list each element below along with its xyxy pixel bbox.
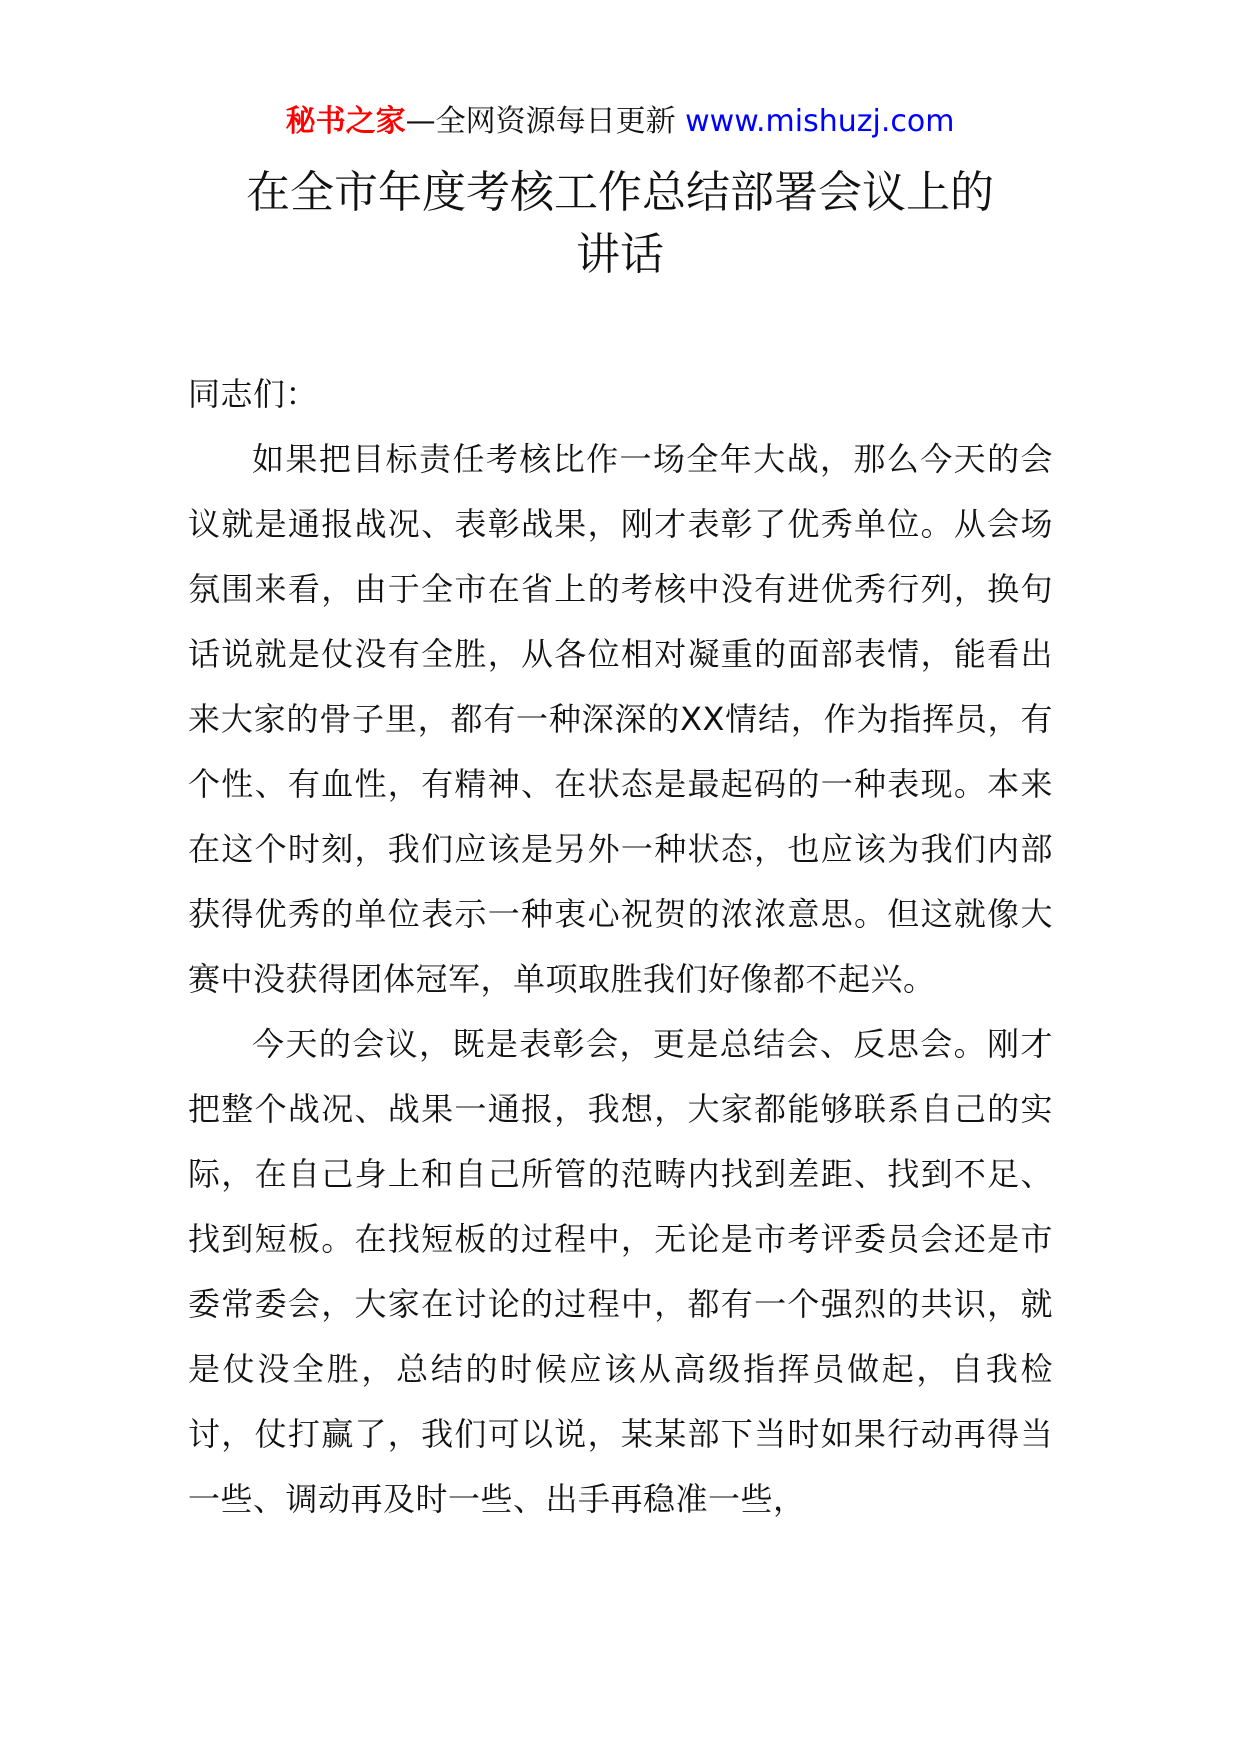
site-url-link[interactable]: www.mishuzj.com <box>685 104 955 139</box>
document-title-line-2: 讲话 <box>576 229 664 280</box>
site-brand: 秘书之家 <box>285 104 406 139</box>
salutation: 同志们： <box>188 375 319 413</box>
site-header <box>0 102 1240 142</box>
document-body <box>188 362 1053 1532</box>
body-paragraph-1: 如果把目标责任考核比作一场全年大战，那么今天的会议就是通报战况、表彰战果，刚才表彰了优秀单位。从会场氛围来看，由于全市在省上的考核中没有进优秀行列，换句话说就是仗没有全胜，从各位相对凝重的面部表情，能看出来大家的骨子里，都有一种深深的XX情结，作为指挥员，有个性、有血性，有精神、在状态是最起码的一种表现。本来在这个时刻，我们应该是另外一种状态，也应该为我们内部获得优秀的单位表示一种衷心祝贺的浓浓意思。但这就像大赛中没获得团体冠军，单项取胜我们好像都不起兴。 <box>188 440 1053 998</box>
site-tagline: —全网资源每日更新 <box>405 104 686 139</box>
document-title-line-1: 在全市年度考核工作总结部署会议上的 <box>246 167 994 218</box>
document-title <box>0 162 1240 286</box>
body-paragraph-2: 今天的会议，既是表彰会，更是总结会、反思会。刚才把整个战况、战果一通报，我想，大家都能够联系自己的实际，在自己身上和自己所管的范畴内找到差距、找到不足、找到短板。在找短板的过程中，无论是市考评委员会还是市委常委会，大家在讨论的过程中，都有一个强烈的共识，就是仗没全胜，总结的时候应该从高级指挥员做起，自我检讨，仗打赢了，我们可以说，某某部下当时如果行动再得当一些、调动再及时一些、出手再稳准一些， <box>188 1025 1053 1518</box>
